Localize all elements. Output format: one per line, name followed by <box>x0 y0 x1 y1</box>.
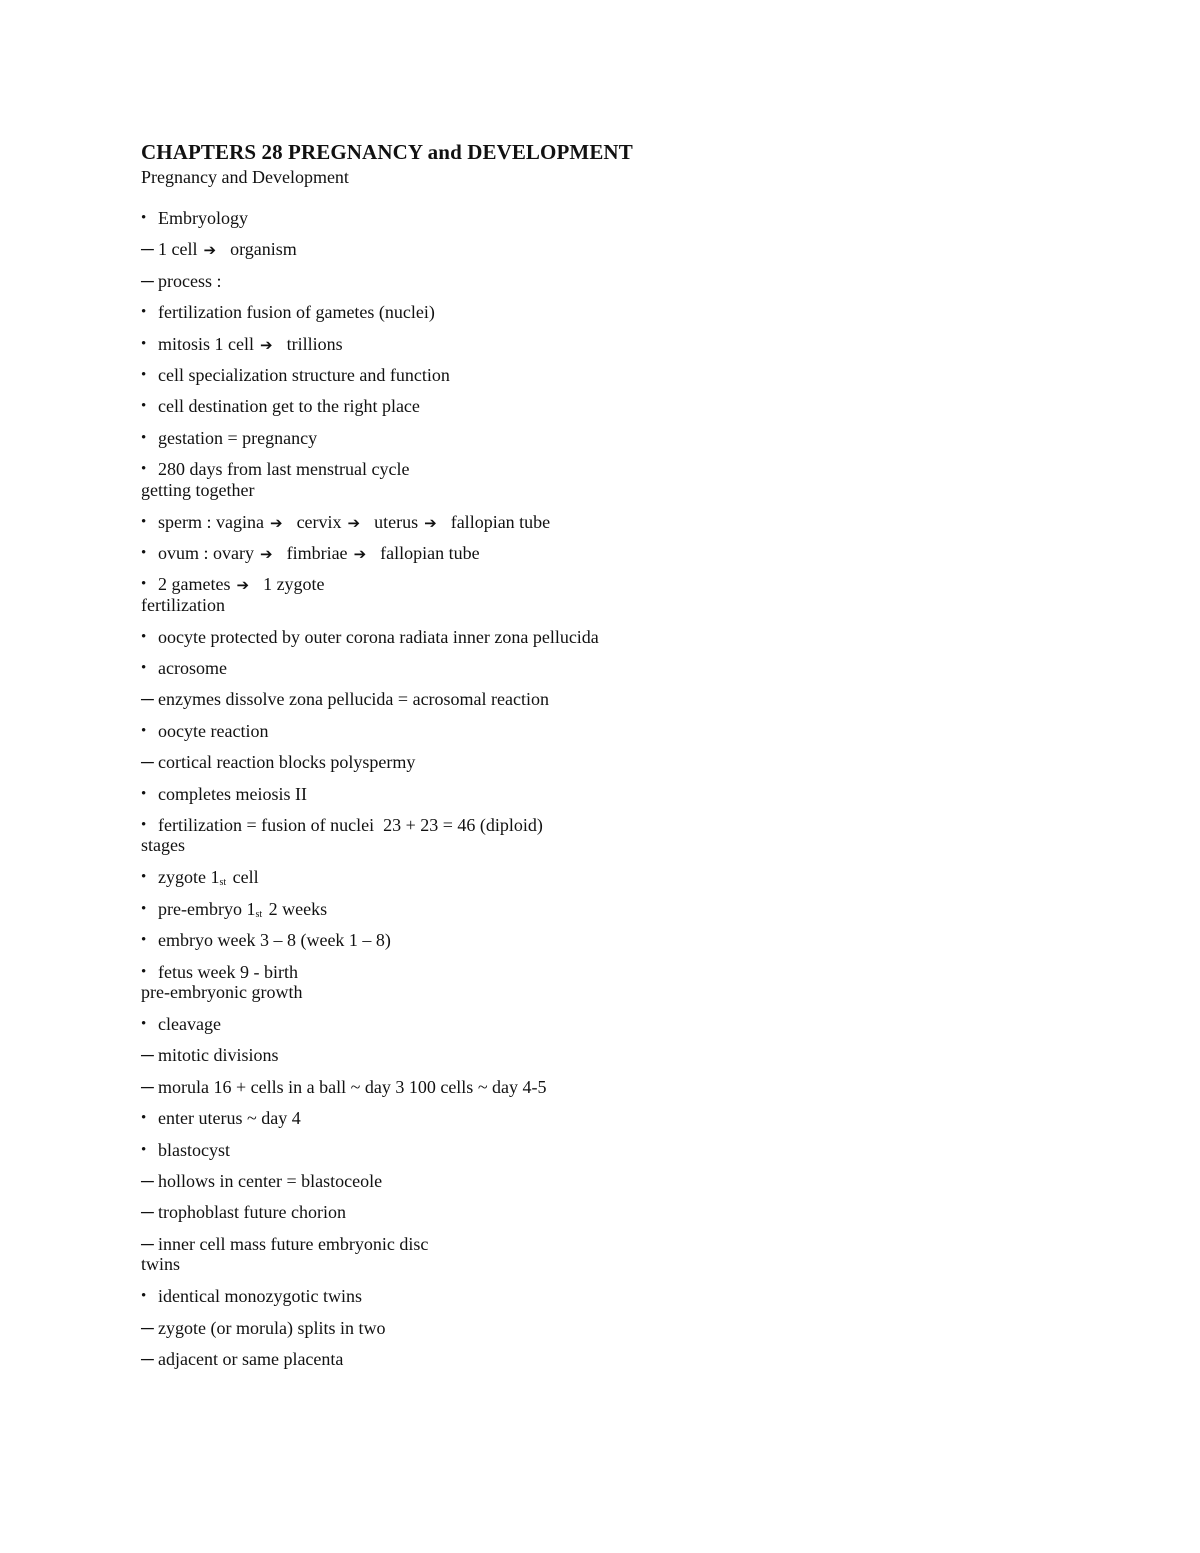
arrow-icon: ➔ <box>203 241 217 260</box>
item-text: organism <box>230 239 297 260</box>
bullet-icon: • <box>141 1288 147 1305</box>
item-text: cleavage <box>158 1013 221 1034</box>
ordinal-suffix: st <box>219 877 227 889</box>
bullet-icon: • <box>141 461 147 478</box>
list-item <box>141 1313 1101 1344</box>
arrow-icon: ➔ <box>269 513 283 532</box>
bullet-icon: • <box>141 429 147 446</box>
dash-icon: ─ <box>141 239 154 260</box>
list-item <box>141 1009 1101 1040</box>
list-item <box>141 1344 1101 1375</box>
item-text: acrosome <box>158 658 227 679</box>
arrow-icon: ➔ <box>353 544 367 563</box>
item-text: blastocyst <box>158 1139 230 1160</box>
bullet-icon: • <box>141 722 147 739</box>
item-text: 280 days from last menstrual cycle <box>158 459 410 480</box>
section-heading: twins <box>141 1254 181 1275</box>
bullet-icon: • <box>141 366 147 383</box>
bullet-icon: • <box>141 576 147 593</box>
item-text: sperm : vagina <box>158 511 264 532</box>
dash-icon: ─ <box>141 1233 154 1254</box>
list-item <box>141 779 1101 810</box>
item-text: pre-embryo 1 <box>158 898 256 919</box>
bullet-icon: • <box>141 869 147 886</box>
item-text: 1 zygote <box>263 574 325 595</box>
item-text: uterus <box>374 511 419 532</box>
arrow-icon: ➔ <box>347 513 361 532</box>
item-text: inner cell mass future embryonic disc <box>158 1233 429 1254</box>
item-text: fimbriae <box>286 542 348 563</box>
bullet-icon: • <box>141 210 147 226</box>
list-item <box>141 1281 1101 1312</box>
list-item <box>141 653 1101 684</box>
dash-icon: ─ <box>141 1045 154 1066</box>
item-text: trophoblast future chorion <box>158 1202 346 1223</box>
item-text: morula 16 + cells in a ball ~ day 3 100 cells ~ day 4-5 <box>158 1076 547 1097</box>
list-item <box>141 684 1101 715</box>
dash-icon: ─ <box>141 752 154 773</box>
dash-icon: ─ <box>141 689 154 710</box>
item-text: adjacent or same placenta <box>158 1348 344 1369</box>
item-text: cortical reaction blocks polyspermy <box>158 752 416 773</box>
item-text: fallopian tube <box>380 542 480 563</box>
bullet-icon: • <box>141 513 147 530</box>
dash-icon: ─ <box>141 1348 154 1369</box>
list-item <box>141 1197 1101 1228</box>
item-text: mitosis 1 cell <box>158 333 254 354</box>
item-text: zygote 1 <box>158 867 220 888</box>
bullet-icon: • <box>141 963 147 980</box>
list-item <box>141 203 1101 234</box>
item-text: fallopian tube <box>450 511 551 532</box>
item-text: cell specialization structure and function <box>158 364 450 385</box>
section-heading: fertilization <box>141 594 225 615</box>
item-text: embryo week 3 – 8 (week 1 – 8) <box>158 930 391 951</box>
item-text: zygote (or morula) splits in two <box>158 1317 386 1338</box>
bullet-icon: • <box>141 785 147 802</box>
dash-icon: ─ <box>141 1170 154 1191</box>
bullet-icon: • <box>141 1015 147 1032</box>
item-text: oocyte reaction <box>158 720 269 741</box>
list-item <box>141 360 1101 391</box>
bullet-icon: • <box>141 544 147 561</box>
item-text: ovum : ovary <box>158 542 254 563</box>
list-item <box>141 1135 1101 1166</box>
bullet-icon: • <box>141 1141 147 1158</box>
item-text: hollows in center = blastoceole <box>158 1170 383 1191</box>
bullet-icon: • <box>141 304 147 321</box>
section-heading: pre-embryonic growth <box>141 981 303 1002</box>
dash-icon: ─ <box>141 1076 154 1097</box>
bullet-icon: • <box>141 628 147 645</box>
document-page <box>141 138 1101 1375</box>
bullet-icon: • <box>141 900 147 917</box>
bullet-icon: • <box>141 335 147 352</box>
item-text: fertilization = fusion of nuclei 23 + 23 = 46 (diploid) <box>158 815 543 836</box>
item-text: enzymes dissolve zona pellucida = acrosomal reaction <box>158 689 550 710</box>
list-item <box>141 297 1101 328</box>
list-item <box>141 538 1101 569</box>
item-text: 2 weeks <box>264 898 328 919</box>
item-text: cell <box>228 867 259 888</box>
item-text: enter uterus ~ day 4 <box>158 1108 301 1129</box>
list-item <box>141 507 1101 538</box>
bullet-icon: • <box>141 398 147 415</box>
ordinal-suffix: st <box>255 908 263 920</box>
item-text: cell destination get to the right place <box>158 396 420 417</box>
list-item <box>141 423 1101 454</box>
list-item <box>141 747 1101 778</box>
arrow-icon: ➔ <box>260 335 273 354</box>
arrow-icon: ➔ <box>260 544 273 563</box>
list-item <box>141 622 1101 653</box>
section-heading: getting together <box>141 479 255 500</box>
bullet-icon: • <box>141 932 147 949</box>
list-item <box>141 1040 1101 1071</box>
document-title: CHAPTERS 28 PREGNANCY and DEVELOPMENT <box>141 140 633 164</box>
item-text: process : <box>158 270 222 291</box>
list-item <box>141 1072 1101 1103</box>
list-item <box>141 925 1101 956</box>
section-heading: stages <box>141 835 185 856</box>
arrow-icon: ➔ <box>236 576 250 595</box>
item-text: trillions <box>286 333 343 354</box>
item-text: fetus week 9 - birth <box>158 961 298 982</box>
item-text: 1 cell <box>158 239 198 260</box>
list-item <box>141 329 1101 360</box>
list-item <box>141 1103 1101 1134</box>
arrow-icon: ➔ <box>424 513 437 532</box>
document-subtitle: Pregnancy and Development <box>141 167 349 187</box>
dash-icon: ─ <box>141 1202 154 1223</box>
dash-icon: ─ <box>141 270 154 291</box>
bullet-icon: • <box>141 1110 147 1127</box>
item-text: 2 gametes <box>158 574 231 595</box>
list-item <box>141 234 1101 265</box>
item-text: gestation = pregnancy <box>158 427 318 448</box>
dash-icon: ─ <box>141 1317 154 1338</box>
item-text: completes meiosis II <box>158 783 307 804</box>
item-text: fertilization fusion of gametes (nuclei) <box>158 302 435 323</box>
list-item <box>141 266 1101 297</box>
item-text: oocyte protected by outer corona radiata inner zona pellucida <box>158 626 599 647</box>
item-text: identical monozygotic twins <box>158 1286 362 1307</box>
list-item <box>141 894 1101 925</box>
bullet-icon: • <box>141 660 147 677</box>
list-item <box>141 391 1101 422</box>
item-text: Embryology <box>158 208 248 228</box>
item-text: cervix <box>296 511 342 532</box>
list-item <box>141 862 1101 893</box>
bullet-icon: • <box>141 817 147 834</box>
list-item <box>141 716 1101 747</box>
item-text: mitotic divisions <box>158 1045 279 1066</box>
list-item <box>141 1166 1101 1197</box>
